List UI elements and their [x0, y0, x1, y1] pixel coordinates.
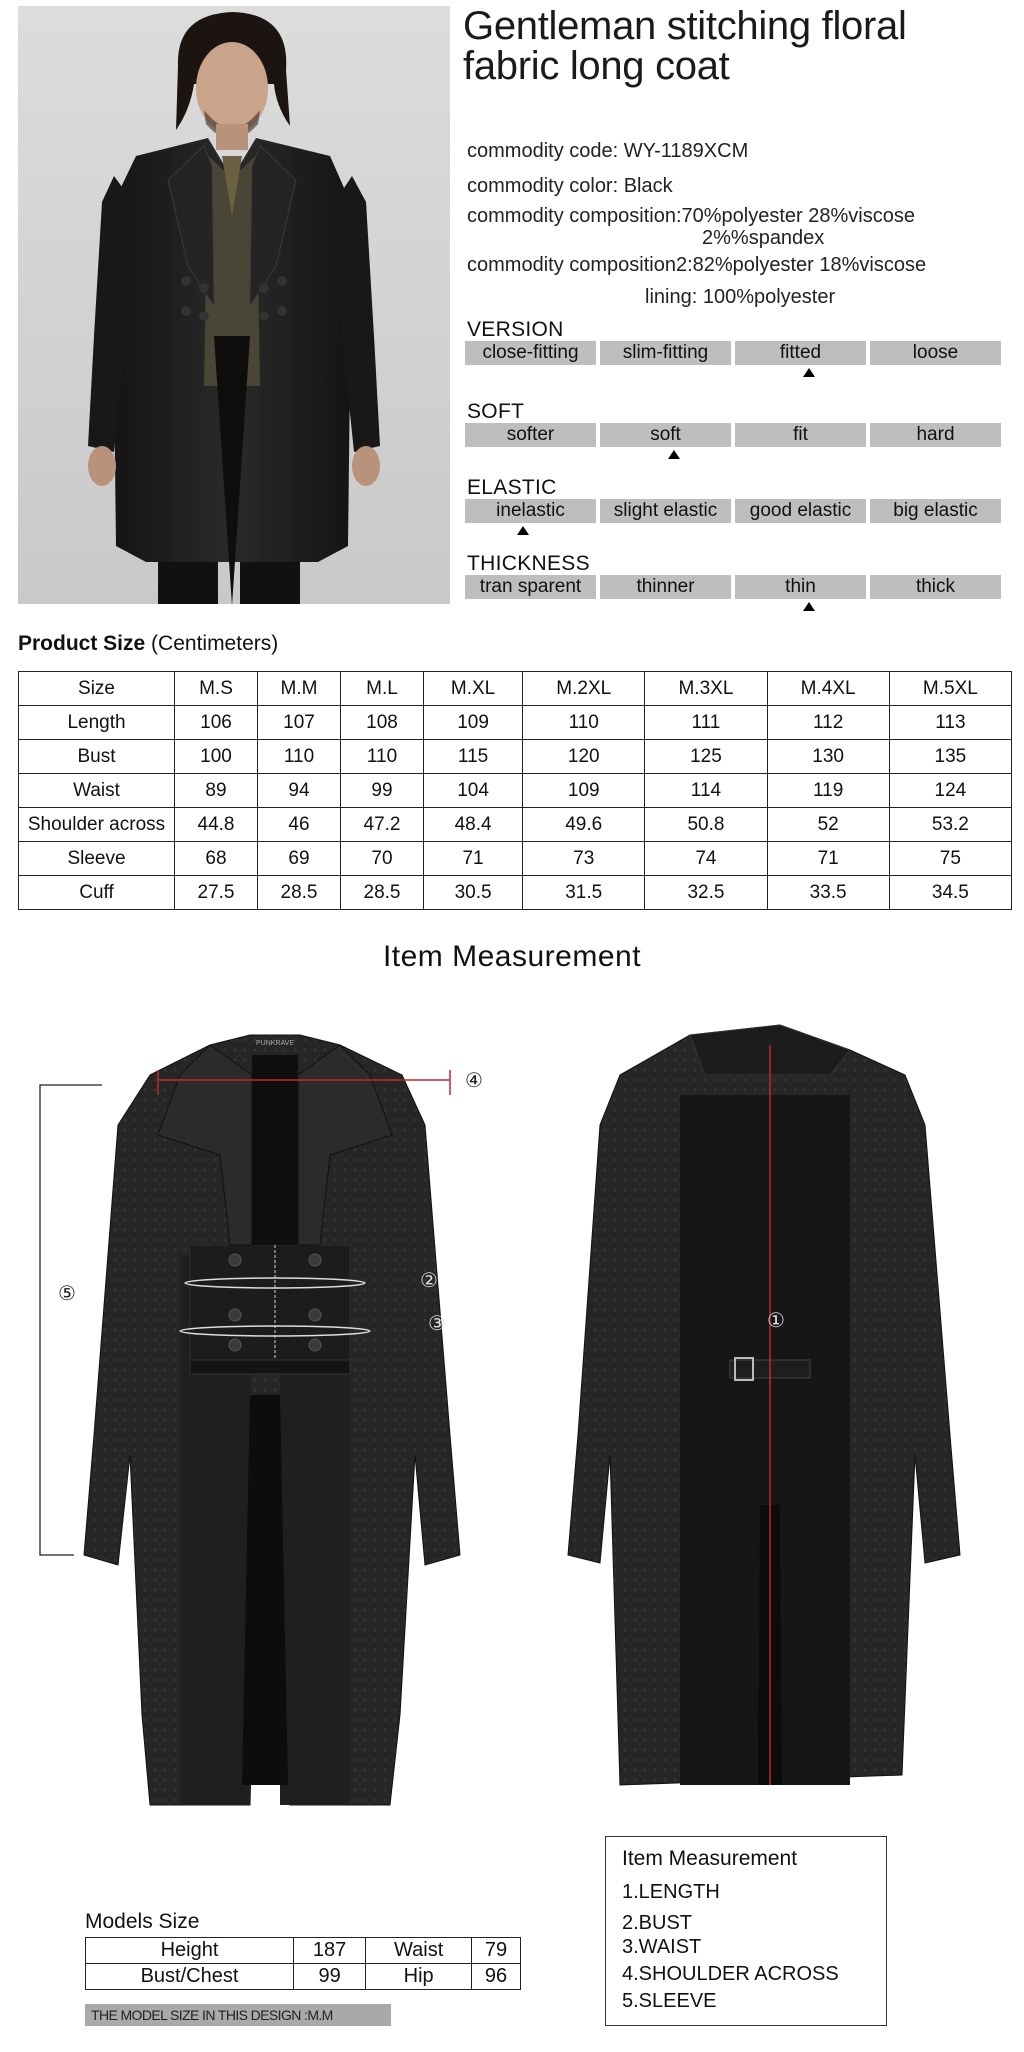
scale-thickness-title: THICKNESS [467, 552, 590, 575]
spec-lining-value: 100%polyester [702, 286, 836, 308]
coat-front-collar-inside [252, 1055, 298, 1245]
size-table-cell: 48.4 [424, 808, 523, 842]
scale-elastic-option: big elastic [870, 499, 1001, 523]
product-photo [18, 6, 450, 604]
scale-version-option: close-fitting [465, 341, 596, 365]
spec-composition2-value: 82%polyester 18%viscose [692, 254, 927, 276]
models-size-label: Waist [366, 1938, 472, 1964]
size-table-cell: 47.2 [341, 808, 424, 842]
size-table-row [19, 740, 1012, 774]
models-size-label: Hip [366, 1964, 472, 1990]
models-size-value: 187 [293, 1938, 365, 1964]
size-table-unit: (Centimeters) [151, 632, 279, 655]
size-table-cell: 94 [258, 774, 341, 808]
scale-version-marker [803, 368, 815, 377]
size-table-cell: 112 [767, 706, 889, 740]
scale-thickness-option: thin [735, 575, 866, 599]
size-table-cell: 27.5 [175, 876, 258, 910]
models-size-table [85, 1937, 521, 1990]
models-size-title: Models Size [85, 1910, 200, 1933]
legend-item: 4.SHOULDER ACROSS [622, 1963, 839, 1985]
size-table-cell: 32.5 [645, 876, 767, 910]
size-table-cell: 70 [341, 842, 424, 876]
size-table-header-cell: M.3XL [645, 672, 767, 706]
size-table-header-cell: M.L [341, 672, 424, 706]
size-table-cell: 124 [889, 774, 1011, 808]
coat-front-lining [242, 1395, 288, 1785]
size-table-cell: 68 [175, 842, 258, 876]
size-table-title-text: Product Size [18, 632, 146, 655]
spec-composition2-label: commodity composition2: [467, 254, 693, 276]
size-table-cell: 74 [645, 842, 767, 876]
size-table-cell: 89 [175, 774, 258, 808]
marker-4: ④ [465, 1068, 483, 1092]
size-table-header-cell: M.4XL [767, 672, 889, 706]
size-table-row-label: Cuff [19, 876, 175, 910]
scale-thickness-option: thick [870, 575, 1001, 599]
spec-color-label: commodity color: [467, 175, 619, 197]
size-table-row-label: Length [19, 706, 175, 740]
size-table-cell: 109 [523, 774, 645, 808]
spec-composition2 [467, 254, 926, 277]
scale-soft-option: fit [735, 423, 866, 447]
spec-composition-value-1: 70%polyester 28%viscose [681, 205, 915, 227]
spec-code [467, 140, 748, 163]
size-table-cell: 69 [258, 842, 341, 876]
size-table-row [19, 706, 1012, 740]
item-measurement-heading: Item Measurement [382, 940, 642, 973]
size-table-row-label: Bust [19, 740, 175, 774]
size-table-header-cell: M.S [175, 672, 258, 706]
scale-version [465, 341, 1001, 365]
models-size-row [86, 1964, 521, 1990]
size-table-row-label: Waist [19, 774, 175, 808]
spec-composition-label: commodity composition: [467, 205, 682, 227]
marker-1: ① [767, 1308, 785, 1332]
scale-soft-option: soft [600, 423, 731, 447]
size-table-cell: 115 [424, 740, 523, 774]
size-table-cell: 71 [767, 842, 889, 876]
scale-elastic-option: good elastic [735, 499, 866, 523]
coat-back-diagram [530, 1015, 1000, 1815]
size-table-cell: 109 [424, 706, 523, 740]
size-table-cell: 111 [645, 706, 767, 740]
size-table-cell: 34.5 [889, 876, 1011, 910]
spec-composition-value-2: 2%%spandex [702, 227, 825, 249]
size-table-cell: 99 [341, 774, 424, 808]
measurement-legend [605, 1836, 887, 2026]
spec-lining [645, 286, 835, 309]
size-table-cell: 120 [523, 740, 645, 774]
scale-thickness [465, 575, 1001, 599]
scale-elastic-option: slight elastic [600, 499, 731, 523]
scale-soft-marker [668, 450, 680, 459]
spec-lining-label: lining: [645, 286, 698, 308]
marker-3: ③ [428, 1311, 446, 1335]
size-table-cell: 110 [523, 706, 645, 740]
spec-composition [467, 205, 915, 228]
coat-front-vest [190, 1245, 350, 1365]
coat-front-label: PUNKRAVE [256, 1040, 294, 1047]
product-title: Gentleman stitching floral fabric long coat [463, 4, 907, 88]
scale-soft [465, 423, 1001, 447]
models-size-value: 96 [472, 1964, 521, 1990]
size-table-header-row [19, 672, 1012, 706]
legend-item: 2.BUST [622, 1912, 693, 1934]
legend-item: 1.LENGTH [622, 1881, 720, 1903]
size-table-cell: 49.6 [523, 808, 645, 842]
size-table-cell: 119 [767, 774, 889, 808]
size-table-cell: 110 [341, 740, 424, 774]
size-table-cell: 113 [889, 706, 1011, 740]
models-size-value: 79 [472, 1938, 521, 1964]
size-table-cell: 106 [175, 706, 258, 740]
size-table-cell: 46 [258, 808, 341, 842]
size-table-cell: 28.5 [258, 876, 341, 910]
scale-elastic-marker [517, 526, 529, 535]
models-size-label: Height [86, 1938, 294, 1964]
size-table-row [19, 876, 1012, 910]
size-table-cell: 100 [175, 740, 258, 774]
size-table-row [19, 808, 1012, 842]
size-table-header-cell: M.5XL [889, 672, 1011, 706]
scale-version-title: VERSION [467, 318, 564, 341]
size-table-cell: 130 [767, 740, 889, 774]
legend-item: 3.WAIST [622, 1936, 702, 1958]
coat-front-waistband [190, 1360, 350, 1374]
spec-color-value: Black [623, 175, 673, 197]
size-table-title [18, 632, 278, 656]
size-table-cell: 73 [523, 842, 645, 876]
size-table [18, 671, 1012, 910]
spec-code-label: commodity code: [467, 140, 619, 162]
scale-version-option: slim-fitting [600, 341, 731, 365]
size-table-cell: 108 [341, 706, 424, 740]
coat-front-diagram [30, 1015, 530, 1825]
spec-color [467, 175, 673, 198]
scale-thickness-option: thinner [600, 575, 731, 599]
scale-soft-option: softer [465, 423, 596, 447]
size-table-header-cell: M.XL [424, 672, 523, 706]
size-table-header-cell: M.M [258, 672, 341, 706]
scale-soft-title: SOFT [467, 400, 525, 423]
size-table-cell: 44.8 [175, 808, 258, 842]
spec-code-value: WY-1189XCM [623, 140, 749, 162]
scale-thickness-option: tran sparent [465, 575, 596, 599]
size-table-cell: 50.8 [645, 808, 767, 842]
scale-elastic-option: inelastic [465, 499, 596, 523]
size-table-cell: 125 [645, 740, 767, 774]
scale-elastic [465, 499, 1001, 523]
size-table-cell: 114 [645, 774, 767, 808]
size-table-cell: 28.5 [341, 876, 424, 910]
size-table-cell: 107 [258, 706, 341, 740]
scale-thickness-marker [803, 602, 815, 611]
scale-version-option: loose [870, 341, 1001, 365]
size-table-header-cell: Size [19, 672, 175, 706]
size-table-cell: 33.5 [767, 876, 889, 910]
size-table-cell: 53.2 [889, 808, 1011, 842]
models-size-label: Bust/Chest [86, 1964, 294, 1990]
size-table-row-label: Sleeve [19, 842, 175, 876]
size-table-row [19, 774, 1012, 808]
marker-5: ⑤ [58, 1281, 76, 1305]
size-table-row-label: Shoulder across [19, 808, 175, 842]
size-table-row [19, 842, 1012, 876]
size-table-cell: 135 [889, 740, 1011, 774]
size-table-cell: 31.5 [523, 876, 645, 910]
scale-soft-option: hard [870, 423, 1001, 447]
size-table-cell: 30.5 [424, 876, 523, 910]
size-table-cell: 71 [424, 842, 523, 876]
model-size-note: THE MODEL SIZE IN THIS DESIGN :M.M [85, 2004, 391, 2026]
legend-title: Item Measurement [622, 1847, 798, 1870]
size-table-cell: 104 [424, 774, 523, 808]
size-table-cell: 110 [258, 740, 341, 774]
marker-2: ② [420, 1268, 438, 1292]
scale-version-option: fitted [735, 341, 866, 365]
size-table-cell: 52 [767, 808, 889, 842]
model-figure-image [18, 6, 450, 604]
models-size-row [86, 1938, 521, 1964]
legend-item: 5.SLEEVE [622, 1990, 717, 2012]
models-size-value: 99 [293, 1964, 365, 1990]
scale-elastic-title: ELASTIC [467, 476, 557, 499]
size-table-header-cell: M.2XL [523, 672, 645, 706]
size-table-cell: 75 [889, 842, 1011, 876]
